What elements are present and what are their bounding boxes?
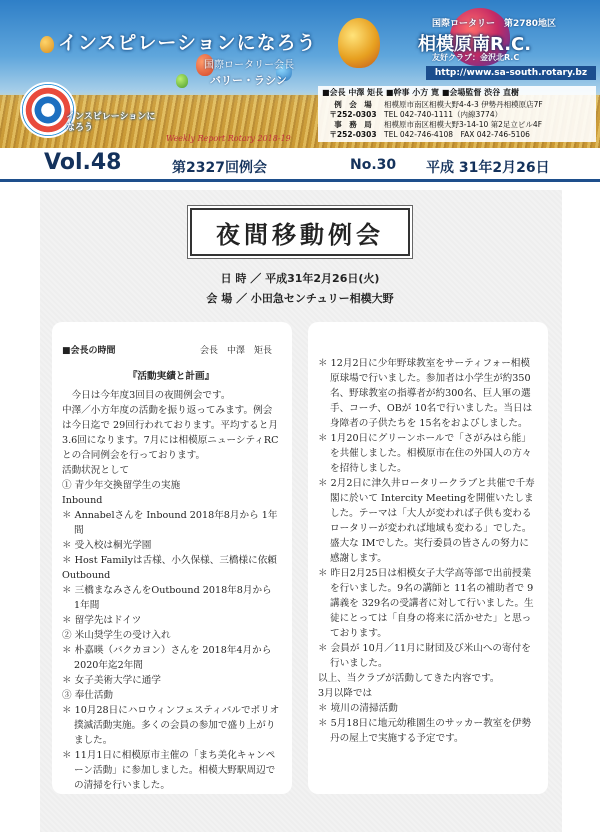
header-banner bbox=[0, 0, 600, 148]
hot-air-balloon-icon bbox=[40, 36, 54, 53]
governor-name: バリー・ラシン bbox=[210, 74, 287, 87]
speech-subtitle: 『活動実績と計画』 bbox=[127, 371, 215, 382]
left-body bbox=[62, 388, 280, 793]
paragraph: ＊ Host Familyは舌様、小久保様、三橋様に依頼 bbox=[62, 555, 277, 566]
paragraph: ＊ 朴嘉暎（バクカヨン）さんを 2018年4月から 2020年迄2年間 bbox=[62, 645, 272, 671]
officers-line: ■会長 中澤 矩長 ■幹事 小方 寛 ■会場監督 渋谷 直樹 bbox=[322, 88, 519, 97]
paragraph: ＊ 三橋まなみさんをOutbound 2018年8月から 1年間 bbox=[62, 585, 272, 611]
page-title: 夜間移動例会 bbox=[190, 208, 410, 256]
speaker-name: 会長 中澤 矩長 bbox=[199, 346, 272, 356]
paragraph: ＊ 10月28日にハロウィンフェスティバルでポリオ撲滅活動実施。多くの会員の参加で盛り上がりました。 bbox=[62, 705, 280, 746]
meeting-number: 第2327回例会 bbox=[172, 160, 267, 176]
paragraph: 中澤／小方年度の活動を振り返ってみます。例会は今日迄で 29回行われております。平均すると月3.6回になります。7月には相模原ニューシティRCとの合同例会を行っております。 bbox=[62, 405, 279, 461]
paragraph: ＊ 女子美術大学に通学 bbox=[62, 675, 161, 686]
paragraph: ＊ Annabelさんを Inbound 2018年8月から 1年間 bbox=[62, 510, 278, 536]
hot-air-balloon-icon bbox=[338, 18, 380, 68]
sister-club: 友好クラブ：金沢北R.C bbox=[432, 53, 520, 62]
paragraph: ＊ 1月20日にグリーンホールで「さがみはら能」を共催しました。相模原市在住の外国人の方々を招待しました。 bbox=[318, 433, 532, 474]
paragraph: ＊ 昨日2月25日は相模女子大学高等部で出前授業を行いました。9名の講師と 11名の補助者で 9講義を 329名の受講者に対して行いました。生徒にとっては「自身の将来に活かせた」と思っております。 bbox=[318, 568, 534, 639]
paragraph: ＊ 留学先はドイツ bbox=[62, 615, 142, 626]
office-row: 〒252-0303 TEL 042-746-4108 FAX 042-746-5106 bbox=[329, 130, 530, 139]
left-column bbox=[52, 322, 292, 794]
right-body bbox=[318, 356, 538, 746]
office-row: 例 会 場 相模原市南区相模大野4-4-3 伊勢丹相模原店7F bbox=[334, 100, 543, 109]
paragraph: Inbound bbox=[62, 495, 103, 506]
club-url-link[interactable]: http://www.sa-south.rotary.bz bbox=[426, 66, 596, 80]
right-column bbox=[308, 322, 548, 794]
paragraph: ＊ 12月2日に少年野球教室をサーティフォー相模原球場で行いました。参加者は小学生が約350名、野球教室の指導者が約300名、巨人軍の選手、コーチ、OBが 10名で行いました。当日は身障者の子供たちを 15名をおよびしました。 bbox=[318, 358, 533, 429]
paragraph: ② 米山奨学生の受け入れ bbox=[62, 630, 171, 641]
paragraph: ＊ 5月18日に地元幼稚園生のサッカー教室を伊勢丹の屋上で実施する予定です。 bbox=[318, 718, 532, 744]
logo-caption: インスピレーションに なろう bbox=[66, 112, 156, 133]
section-title: ■会長の時間 bbox=[62, 346, 116, 356]
district-label: 国際ロータリー 第2780地区 bbox=[432, 19, 557, 29]
paragraph: 以上、当クラブが活動してきた内容です。 bbox=[318, 673, 500, 684]
volume-number: Vol.48 bbox=[44, 150, 122, 175]
weekly-report-label: Weekly Report Rotary 2018-19 bbox=[166, 134, 291, 143]
paragraph: Outbound bbox=[62, 570, 111, 581]
meeting-venue: 会 場 ／ 小田急センチュリー相模大野 bbox=[206, 292, 394, 305]
slogan-title: インスピレーションになろう bbox=[58, 32, 317, 54]
paragraph: ＊ 2月2日に津久井ロータリークラブと共催で千寿閣に於いて Intercity Meetingを開催いたしました。テーマは「大人が変われば子供も変わるロータリーが変われば地域も変わる」でした。盛大な IMでした。実行委員の皆さんの努力に感謝します。 bbox=[318, 478, 535, 564]
paragraph: ＊ 11月1日に相模原市主催の「まち美化キャンペーン活動」に参加しました。相模大野駅周辺での清掃を行いました。 bbox=[62, 750, 276, 791]
paragraph: ＊ 会員が 10月／11月に財団及び米山への寄付を行いました。 bbox=[318, 643, 531, 669]
club-name: 相模原南R.C. bbox=[418, 34, 532, 55]
paragraph: ③ 奉仕活動 bbox=[62, 690, 114, 701]
governor-role: 国際ロータリー会長 bbox=[204, 60, 294, 71]
paragraph: 3月以降では bbox=[318, 688, 373, 699]
paragraph: 活動状況として bbox=[62, 465, 130, 476]
meeting-datetime: 日 時 ／ 平成31年2月26日(火) bbox=[220, 272, 380, 285]
paragraph: ＊ 受入校は桐光学園 bbox=[62, 540, 152, 551]
office-row: 事 務 局 相模原市南区相模大野3-14-10 第2足立ビル4F bbox=[334, 120, 543, 129]
hot-air-balloon-icon bbox=[176, 74, 188, 88]
issue-date: 平成 31年2月26日 bbox=[426, 160, 550, 176]
issue-number: No.30 bbox=[350, 157, 397, 173]
paragraph: ① 青少年交換留学生の実施 bbox=[62, 480, 181, 491]
office-row: 〒252-0303 TEL 042-740-1111（内線3774） bbox=[329, 110, 503, 119]
section-header bbox=[62, 344, 280, 359]
paragraph: 今日は今年度3回目の夜間例会です。 bbox=[71, 390, 231, 401]
officers-info bbox=[318, 86, 596, 142]
paragraph: ＊ 境川の清掃活動 bbox=[318, 703, 398, 714]
